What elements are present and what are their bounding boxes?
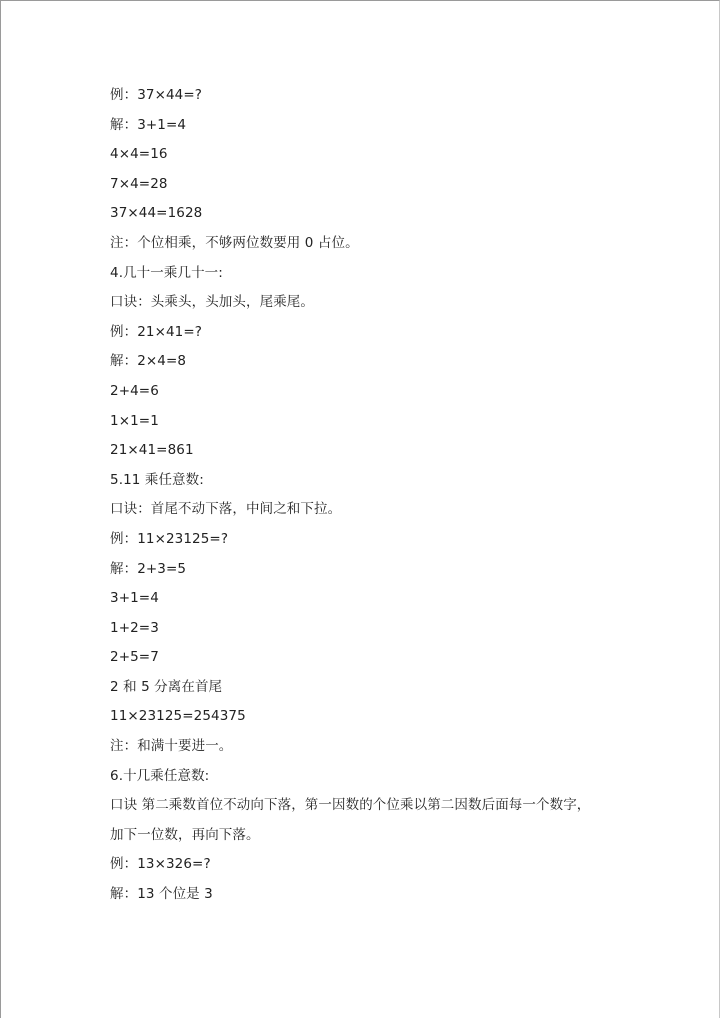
section-heading: 5.11 乘任意数: (110, 471, 204, 488)
rhyme-line-continued: 加下一位数，再向下落。 (110, 826, 260, 843)
calc-line: 2 和 5 分离在首尾 (110, 678, 223, 695)
document-body (110, 81, 650, 910)
solution-line: 解：2×4=8 (110, 353, 187, 370)
rhyme-line: 口诀：首尾不动下落，中间之和下拉。 (110, 501, 342, 518)
note-line: 注：和满十要进一。 (110, 738, 233, 755)
calc-line: 1+2=3 (110, 619, 159, 636)
section-heading: 4.几十一乘几十一: (110, 264, 223, 281)
calc-line: 3+1=4 (110, 590, 159, 607)
example-line: 例：11×23125=? (110, 530, 229, 547)
result-line: 11×23125=254375 (110, 708, 246, 725)
section-heading: 6.十几乘任意数: (110, 767, 210, 784)
calc-line: 2+4=6 (110, 382, 159, 399)
note-line: 注：个位相乘，不够两位数要用 0 占位。 (110, 234, 359, 251)
example-line: 例：13×326=? (110, 856, 211, 873)
calc-line: 2+5=7 (110, 649, 159, 666)
example-line: 例：37×44=? (110, 87, 203, 103)
solution-line: 解：13 个位是 3 (110, 886, 213, 903)
result-line: 21×41=861 (110, 442, 194, 459)
calc-line: 7×4=28 (110, 175, 168, 192)
result-line: 37×44=1628 (110, 205, 203, 222)
rhyme-line: 口诀 第二乘数首位不动向下落，第一因数的个位乘以第二因数后面每一个数字， (110, 797, 591, 814)
calc-line: 4×4=16 (110, 146, 168, 163)
solution-line: 解：3+1=4 (110, 116, 187, 133)
rhyme-line: 口诀：头乘头，头加头，尾乘尾。 (110, 294, 314, 311)
example-line: 例：21×41=? (110, 323, 203, 340)
calc-line: 1×1=1 (110, 412, 159, 429)
solution-line: 解：2+3=5 (110, 560, 187, 577)
